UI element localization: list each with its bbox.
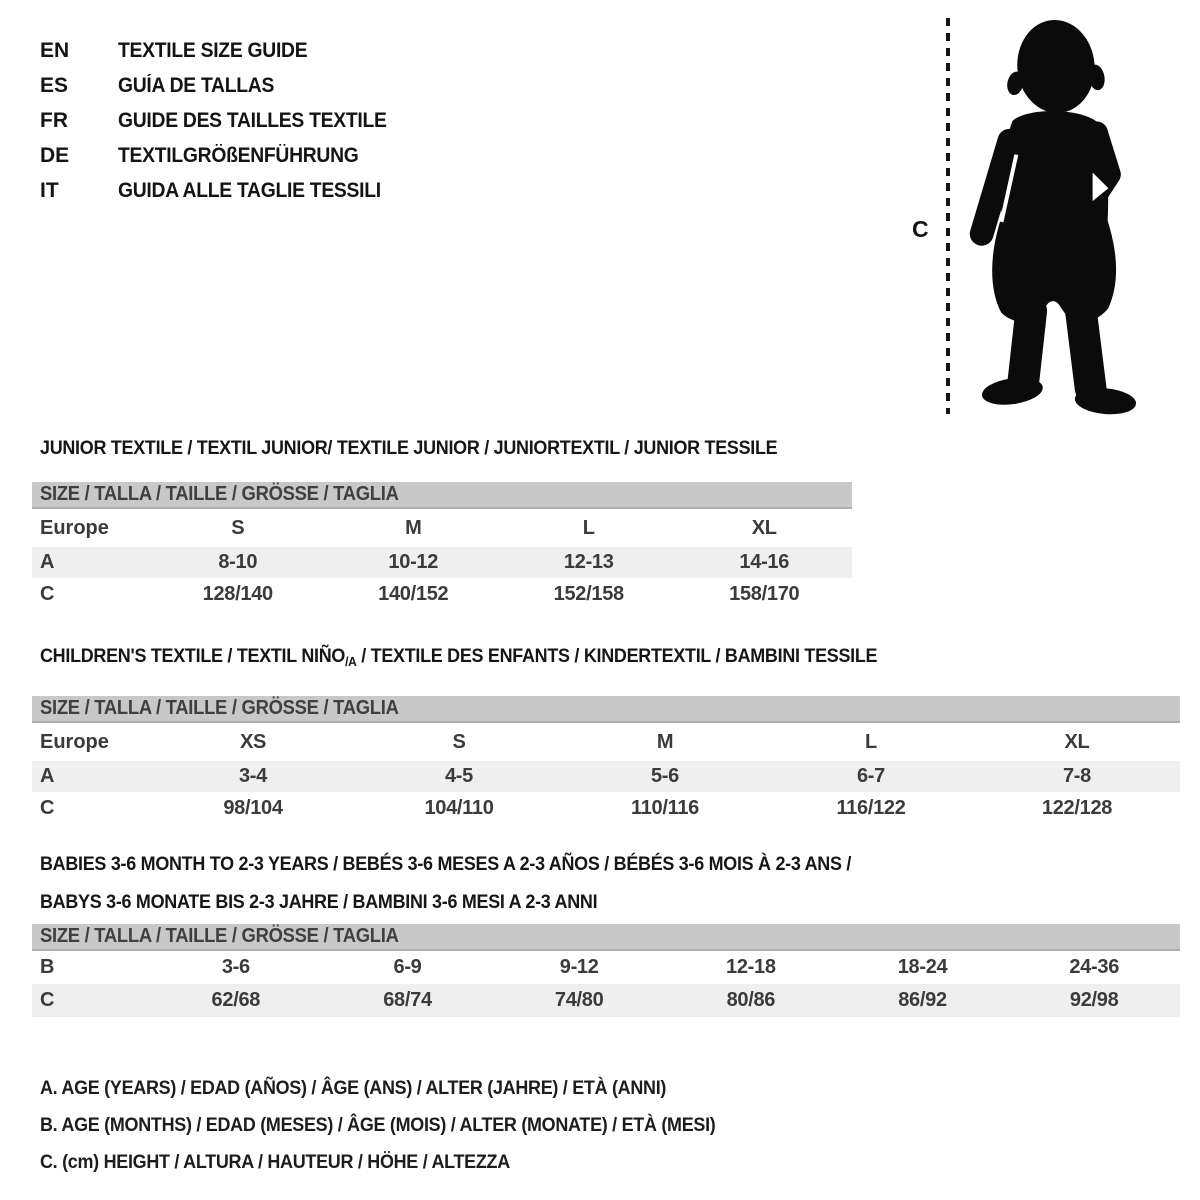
title-subscript: /A <box>345 654 357 669</box>
size-cell: 3-4 <box>238 765 267 787</box>
language-label: GUÍA DE TALLAS <box>118 73 275 97</box>
size-cell: 86/92 <box>898 989 947 1011</box>
size-cell: 5-6 <box>650 765 679 787</box>
table-title <box>32 645 1180 673</box>
size-cell: 68/74 <box>383 989 432 1011</box>
language-label: TEXTILE SIZE GUIDE <box>118 38 308 62</box>
size-cell: 74/80 <box>554 989 604 1011</box>
size-cell: 12-18 <box>726 956 776 978</box>
size-cell: XL <box>1064 730 1090 753</box>
size-header-bar <box>32 696 1180 723</box>
size-cell: 9-12 <box>559 956 599 978</box>
language-code: FR <box>40 108 68 132</box>
size-cell: 140/152 <box>378 583 449 605</box>
size-header-text: SIZE / TALLA / TAILLE / GRÖSSE / TAGLIA <box>40 483 399 505</box>
table-row-height-cm <box>32 578 852 611</box>
legend-line-a <box>40 1070 774 1107</box>
language-label: GUIDA ALLE TAGLIE TESSILI <box>118 178 381 202</box>
table-row-height-cm <box>32 792 1180 825</box>
size-cell: L <box>865 730 877 753</box>
size-cell: 92/98 <box>1069 989 1119 1011</box>
table-row-europe <box>32 509 852 547</box>
language-label: TEXTILGRÖßENFÜHRUNG <box>118 143 359 167</box>
row-label: A <box>40 551 55 573</box>
size-cell: 104/110 <box>424 797 494 819</box>
size-header-bar <box>32 924 1180 951</box>
size-cell: M <box>405 516 422 539</box>
row-label: Europe <box>40 516 109 539</box>
size-cell: S <box>452 730 466 753</box>
legend-line-c <box>40 1144 774 1181</box>
table-row-age-months <box>32 951 1180 984</box>
language-row <box>40 103 410 138</box>
size-cell: 98/104 <box>223 797 283 819</box>
size-cell: L <box>582 516 595 539</box>
size-cell: 152/158 <box>553 583 624 605</box>
table-row-age-years <box>32 547 852 578</box>
size-cell: 80/86 <box>726 989 776 1011</box>
language-list <box>40 33 410 208</box>
size-cell: 128/140 <box>202 583 273 605</box>
size-header-bar <box>32 482 852 509</box>
table-title-line1: BABIES 3-6 MONTH TO 2-3 YEARS / BEBÉS 3-6 MESES A 2-3 AÑOS / BÉBÉS 3-6 MOIS À 2-3 ANS / <box>40 853 852 875</box>
language-label: GUIDE DES TAILLES TEXTILE <box>118 108 387 132</box>
size-cell: XS <box>239 730 267 753</box>
row-label: C <box>40 797 55 819</box>
legend-text: A. AGE (YEARS) / EDAD (AÑOS) / ÂGE (ANS) / ALTER (JAHRE) / ETÀ (ANNI) <box>40 1077 667 1099</box>
size-cell: 14-16 <box>739 551 790 573</box>
size-cell: 122/128 <box>1041 797 1113 819</box>
size-cell: 12-13 <box>563 551 614 573</box>
size-header-text: SIZE / TALLA / TAILLE / GRÖSSE / TAGLIA <box>40 697 399 719</box>
size-cell: M <box>656 730 674 753</box>
row-label: Europe <box>40 730 109 753</box>
junior-textile-table <box>32 437 852 611</box>
legend-text: B. AGE (MONTHS) / EDAD (MESES) / ÂGE (MOIS) / ALTER (MONATE) / ETÀ (MESI) <box>40 1114 716 1136</box>
language-code: ES <box>40 73 69 97</box>
measure-label-c: C <box>912 216 929 242</box>
table-title-text: JUNIOR TEXTILE / TEXTIL JUNIOR/ TEXTILE JUNIOR / JUNIORTEXTIL / JUNIOR TESSILE <box>40 437 778 459</box>
language-code: IT <box>40 178 59 202</box>
size-cell: 158/170 <box>729 583 800 605</box>
size-cell: 10-12 <box>388 551 439 573</box>
size-cell: 6-7 <box>856 765 885 787</box>
table-row-height-cm <box>32 984 1180 1017</box>
size-cell: 7-8 <box>1062 765 1091 787</box>
size-cell: 110/116 <box>631 797 699 819</box>
language-row <box>40 68 410 103</box>
height-measure-line-icon <box>944 16 952 416</box>
row-label: A <box>40 765 55 787</box>
size-header-text: SIZE / TALLA / TAILLE / GRÖSSE / TAGLIA <box>40 925 399 947</box>
language-row <box>40 138 410 173</box>
legend-line-b <box>40 1107 774 1144</box>
childrens-textile-table <box>32 645 1180 825</box>
row-label: C <box>40 583 55 605</box>
size-cell: XL <box>751 516 777 539</box>
size-cell: 3-6 <box>221 956 250 978</box>
table-row-europe <box>32 723 1180 761</box>
size-cell: 116/122 <box>836 797 906 819</box>
table-title-text: CHILDREN'S TEXTILE / TEXTIL $NIÑO_{/A}$ / TEXTILE DES ENFANTS / KINDERTEXTIL / BAMBINI TESSILE <box>40 645 878 669</box>
size-cell: 24-36 <box>1069 956 1120 978</box>
language-code: DE <box>40 143 70 167</box>
size-cell: 6-9 <box>393 956 422 978</box>
legend-text: C. (cm) HEIGHT / ALTURA / HAUTEUR / HÖHE / ALTEZZA <box>40 1151 510 1173</box>
table-row-age-years <box>32 761 1180 792</box>
language-code: EN <box>40 38 70 62</box>
language-row <box>40 173 410 208</box>
size-cell: S <box>231 516 245 539</box>
row-label: B <box>40 956 55 978</box>
size-cell: 4-5 <box>444 765 473 787</box>
table-title <box>32 845 1180 921</box>
size-cell: 8-10 <box>218 551 258 573</box>
size-cell: 62/68 <box>211 989 261 1011</box>
legend <box>40 1070 774 1181</box>
table-title-line2: BABYS 3-6 MONATE BIS 2-3 JAHRE / BAMBINI 3-6 MESI A 2-3 ANNI <box>40 891 598 913</box>
table-title <box>32 437 852 459</box>
toddler-silhouette-icon <box>955 14 1145 420</box>
size-cell: 18-24 <box>897 956 948 978</box>
language-row <box>40 33 410 68</box>
babies-textile-table <box>32 845 1180 1017</box>
row-label: C <box>40 989 55 1011</box>
